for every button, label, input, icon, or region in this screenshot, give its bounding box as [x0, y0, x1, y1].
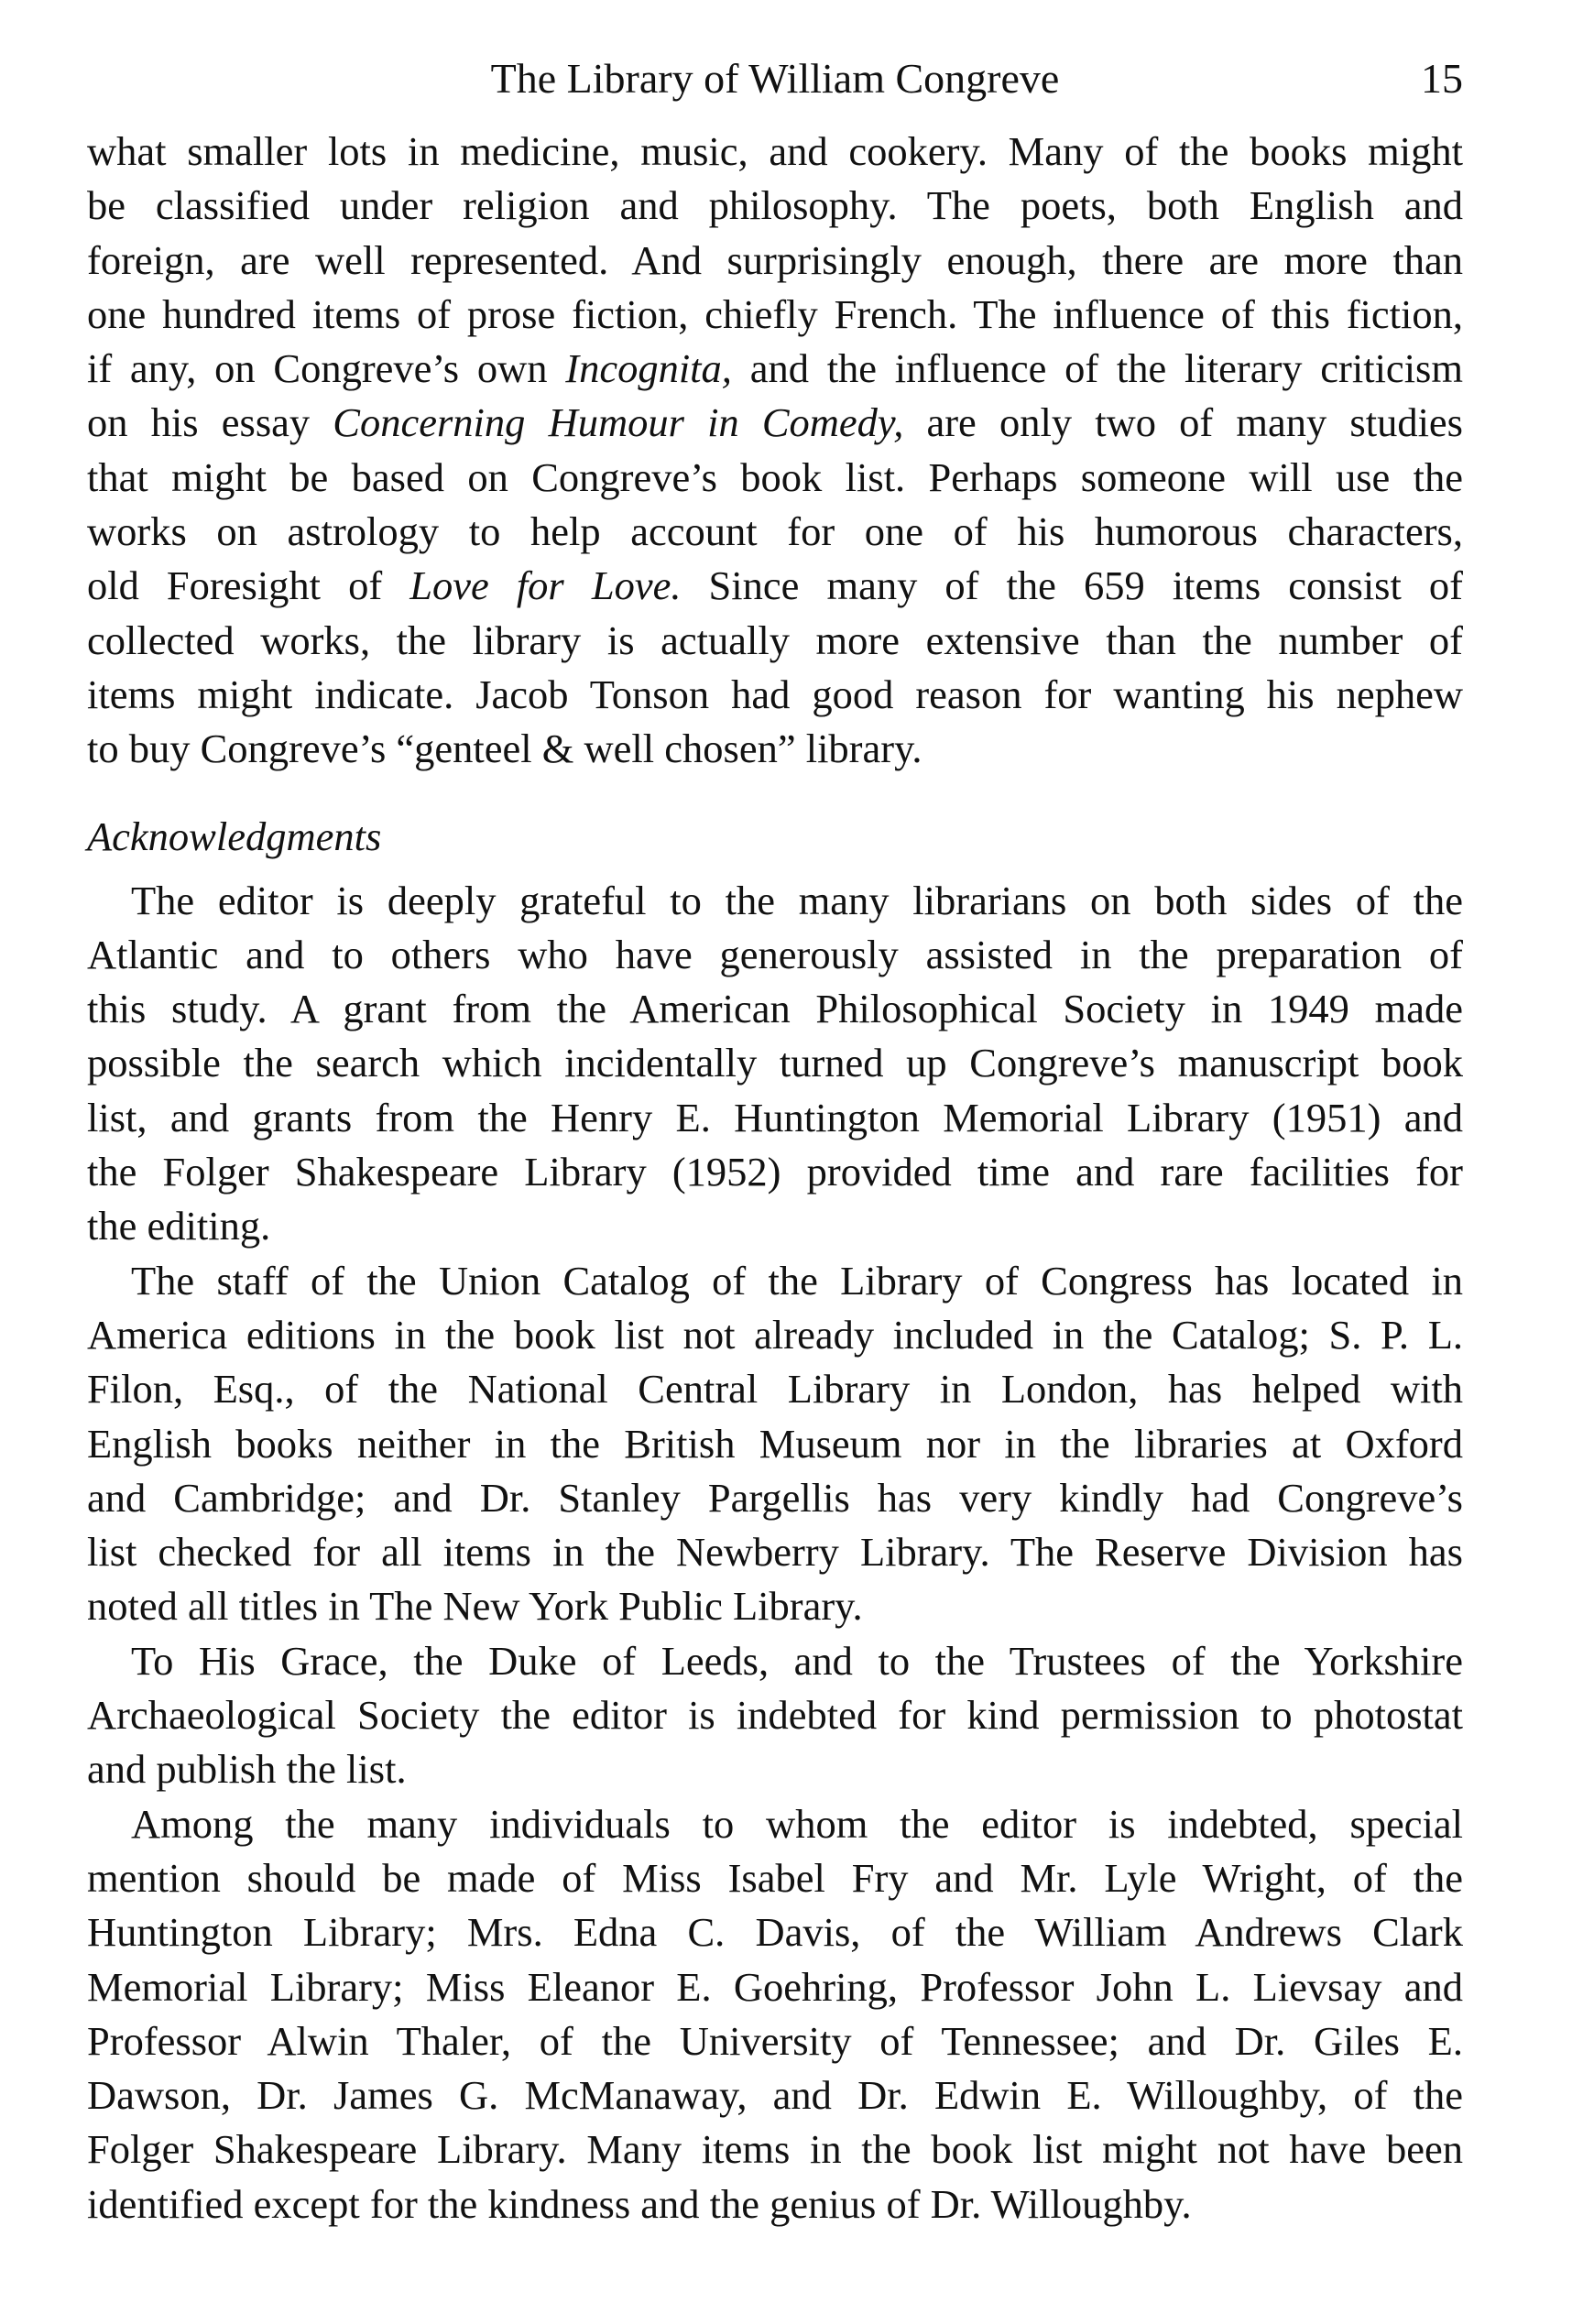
text-line: The staff of the Union Catalog of the Library of Congress has located in — [131, 1257, 1463, 1304]
line-text: collected works, the library is actually more extensive than the number of — [87, 616, 1463, 663]
text-line: this study. A grant from the American Philosophical Society in 1949 made — [87, 986, 1463, 1032]
line-text: Since many of the 659 items consist of — [681, 562, 1463, 609]
section-heading: Acknowledgments — [87, 813, 382, 859]
acknowledgments-paragraph-3 — [87, 1634, 1463, 1797]
text-line: Huntington Library; Mrs. Edna C. Davis, of the William Andrews Clark — [87, 1909, 1463, 1956]
text-line: Memorial Library; Miss Eleanor E. Goehring, Professor John L. Lievsay and — [87, 1963, 1463, 2010]
running-head — [87, 53, 1463, 104]
line-text: what smaller lots in medicine, music, and cookery. Many of the books might — [87, 128, 1463, 174]
text-line — [87, 179, 1463, 233]
text-line: noted all titles in The New York Public Library. — [87, 1583, 863, 1630]
line-text: one hundred items of prose fiction, chiefly French. The influence of this fiction, — [87, 290, 1463, 337]
text-line — [87, 125, 1463, 179]
text-line: list, and grants from the Henry E. Huntington Memorial Library (1951) and — [87, 1094, 1463, 1140]
book-title-incognita: Incognita, — [565, 345, 732, 392]
text-line: Professor Alwin Thaler, of the University of Tennessee; and Dr. Giles E. — [87, 2017, 1463, 2064]
text-line: identified except for the kindness and the genius of Dr. Willoughby. — [87, 2180, 1192, 2227]
text-line — [87, 668, 1463, 722]
line-text: old Foresight of — [87, 562, 410, 609]
line-text: if any, on Congreve’s own — [87, 345, 566, 392]
text-line — [87, 396, 1463, 450]
text-line: the editing. — [87, 1203, 271, 1249]
text-line: Among the many individuals to whom the editor is indebted, special — [131, 1800, 1463, 1847]
text-line — [87, 288, 1463, 342]
intro-paragraph — [87, 125, 1463, 777]
line-text: be classified under religion and philosophy. The poets, both English and — [87, 182, 1463, 229]
text-block — [87, 125, 1463, 2231]
text-line — [87, 505, 1463, 559]
line-text: and the influence of the literary criticism — [731, 345, 1463, 392]
text-line — [87, 342, 1463, 396]
text-line — [87, 722, 1463, 776]
running-head-title: The Library of William Congreve — [490, 55, 1060, 102]
line-text: that might be based on Congreve’s book list. Perhaps someone will use the — [87, 453, 1463, 500]
text-line: Dawson, Dr. James G. McManaway, and Dr. Edwin E. Willoughby, of the — [87, 2072, 1463, 2119]
text-line: possible the search which incidentally turned up Congreve’s manuscript book — [87, 1040, 1463, 1086]
acknowledgments-paragraph-2 — [87, 1254, 1463, 1634]
line-text: on his essay — [87, 399, 333, 446]
play-title: Love for Love. — [409, 562, 682, 609]
text-line: The editor is deeply grateful to the many librarians on both sides of the — [131, 877, 1463, 923]
text-line: Filon, Esq., of the National Central Library in London, has helped with — [87, 1366, 1463, 1413]
text-line — [87, 559, 1463, 613]
text-line: Atlantic and to others who have generously assisted in the preparation of — [87, 931, 1463, 977]
text-line: America editions in the book list not already included in the Catalog; S. P. L. — [87, 1311, 1463, 1358]
line-text: items might indicate. Jacob Tonson had good reason for wanting his nephew — [87, 671, 1463, 717]
text-line: and publish the list. — [87, 1746, 407, 1793]
acknowledgments-paragraph-1 — [87, 874, 1463, 1254]
page-number: 15 — [1421, 55, 1463, 102]
line-text: works on astrology to help account for one of his humorous characters, — [87, 508, 1463, 555]
text-line — [87, 451, 1463, 505]
line-text: to buy Congreve’s “genteel & well chosen” library. — [87, 726, 922, 772]
text-line: To His Grace, the Duke of Leeds, and to the Trustees of the Yorkshire — [131, 1637, 1463, 1684]
text-line: Folger Shakespeare Library. Many items in the book list might not have been — [87, 2126, 1463, 2173]
acknowledgments-paragraph-4 — [87, 1797, 1463, 2231]
text-line: mention should be made of Miss Isabel Fry and Mr. Lyle Wright, of the — [87, 1854, 1463, 1901]
text-line: Archaeological Society the editor is indebted for kind permission to photostat — [87, 1692, 1463, 1739]
text-line — [87, 234, 1463, 288]
text-line: and Cambridge; and Dr. Stanley Pargellis has very kindly had Congreve’s — [87, 1474, 1463, 1521]
text-line: list checked for all items in the Newberry Library. The Reserve Division has — [87, 1529, 1463, 1576]
text-line: the Folger Shakespeare Library (1952) provided time and rare facilities for — [87, 1149, 1463, 1195]
line-text: are only two of many studies — [903, 399, 1463, 446]
text-line: English books neither in the British Museum nor in the libraries at Oxford — [87, 1420, 1463, 1467]
essay-title: Concerning Humour in Comedy, — [333, 399, 904, 446]
text-line — [87, 614, 1463, 668]
line-text: foreign, are well represented. And surprisingly enough, there are more than — [87, 236, 1463, 283]
